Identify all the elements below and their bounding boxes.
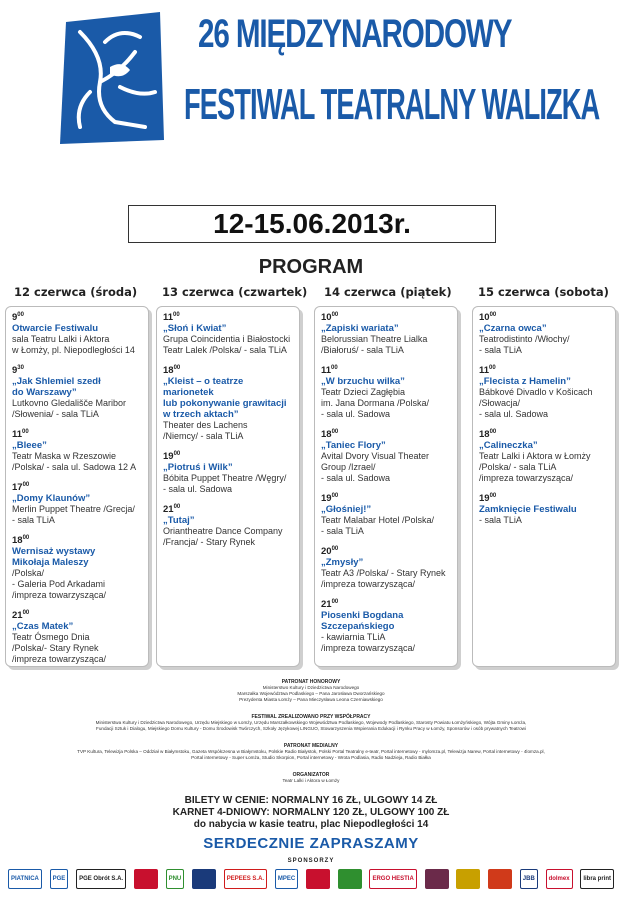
event-time <box>321 312 451 323</box>
event-time <box>479 429 609 440</box>
cooperation <box>0 714 622 732</box>
ticket-location: do nabycia w kasie teatru, plac Niepodległości 14 <box>193 819 429 830</box>
event <box>12 610 142 665</box>
patronat-honorowy-text: Ministerstwo Kultury i Dziedzictwa Narodowego Marszałka Województwa Podlaskiego – Pana Jarosława Dworzańskiego Prezydenta Miasta Łomży – Pana Mieczysława Leona Czerniawskiego <box>237 685 385 702</box>
event-minutes: 00 <box>489 365 496 371</box>
event-details: Teatr Lalki i Aktora w Łomży /Polska/ - sala TLiA /impreza towarzysząca/ <box>479 451 591 483</box>
event-details: /Polska/ - Galeria Pod Arkadami /impreza towarzysząca/ <box>12 568 107 600</box>
event <box>163 451 293 495</box>
festival-title-line1: 26 MIĘDZYNARODOWY <box>198 12 512 56</box>
day-header-1: 12 czerwca (środa) <box>14 285 138 299</box>
event-hour: 18 <box>163 365 174 376</box>
event-time <box>163 312 293 323</box>
shield-logo-icon <box>306 869 330 889</box>
media-patronage <box>0 743 622 761</box>
cooperation-text: Ministerstwa Kultury i Dziedzictwa Narodowego, Urzędu Miejskiego w Łomży, Urzędu Marszałkowskiego Województwa Podlaskiego, Wojewody Podlaskiego, Starosty Powiatu Łomżyńskiego, Wójta Gminy Łomża, Fundacji Sztuk i Dialogu, Miejskiego Domu Kultury - Domu Środowisk Twórczych, Szkoły Językowej LINGUO, Stowarzyszenia Wspierania Edukacji i Rynku Pracy w Łomży, Sponsorów i osób prywatnych Teatrowi <box>95 720 527 731</box>
event-hour: 19 <box>321 493 332 504</box>
event <box>163 312 293 356</box>
event-time <box>479 493 609 504</box>
orange-circle-logo-icon <box>488 869 512 889</box>
dark-logo-icon <box>425 869 449 889</box>
event-details: Bóbita Puppet Theatre /Węgry/ - sala ul. Sadowa <box>163 473 287 494</box>
event-hour: 21 <box>163 504 174 515</box>
event-details: Bábkové Divadlo v Košicach /Słowacja/ - sala ul. Sadowa <box>479 387 593 419</box>
event-title: „Zapiski wariata” <box>321 323 399 334</box>
event-minutes: 00 <box>489 429 497 435</box>
event-title: „Czas Matek” <box>12 621 74 632</box>
event <box>321 429 451 484</box>
sponsor-logo: MPEC <box>275 869 298 889</box>
event-minutes: 00 <box>17 312 24 318</box>
event-details: Grupa Coincidentia i Białostocki Teatr Lalek /Polska/ - sala TLiA <box>163 334 291 355</box>
event-hour: 10 <box>479 312 490 323</box>
event-title: „Kleist – o teatrze marionetek lub pokonywanie grawitacji w trzech aktach” <box>163 376 287 420</box>
event-minutes: 00 <box>331 365 338 371</box>
event-time <box>321 546 451 557</box>
event-title: Zamknięcie Festiwalu <box>479 504 577 515</box>
event-details: Belorussian Theatre Lialka /Białoruś/ - sala TLiA <box>321 334 428 355</box>
event-minutes: 00 <box>331 312 339 318</box>
event-title: „Flecista z Hamelin” <box>479 376 571 387</box>
event-hour: 9 <box>12 312 18 323</box>
event-time <box>12 429 142 440</box>
event-details: Teatr Dzieci Zagłębia im. Jana Dormana /Polska/ - sala ul. Sadowa <box>321 387 430 419</box>
event-minutes: 00 <box>331 599 339 605</box>
event-minutes: 00 <box>489 312 497 318</box>
pass-price: KARNET 4-DNIOWY: NORMALNY 120 ZŁ, ULGOWY 100 ZŁ <box>172 807 450 818</box>
sponsor-logo: ERGO HESTIA <box>369 869 416 889</box>
event-title: „Domy Klaunów” <box>12 493 91 504</box>
event-time <box>12 535 142 546</box>
mcdonalds-logo-icon <box>456 869 480 889</box>
event-hour: 17 <box>12 482 23 493</box>
sponsor-logo: dolmex <box>546 869 573 889</box>
event <box>479 493 609 526</box>
event-details: Lutkovno Gledališče Maribor /Słowenia/ - sala TLiA <box>12 398 127 419</box>
event <box>12 365 142 420</box>
event-hour: 19 <box>163 451 174 462</box>
event-title: „Jak Shlemiel szedł do Warszawy” <box>12 376 101 398</box>
day-column-1 <box>5 306 149 667</box>
event-title: „Tutaj” <box>163 515 195 526</box>
event-details: Merlin Puppet Theatre /Grecja/ - sala TLiA <box>12 504 135 525</box>
event-time <box>12 365 142 376</box>
event <box>321 493 451 537</box>
sponsor-logo: PGE <box>50 869 69 889</box>
event <box>479 429 609 484</box>
event-hour: 19 <box>479 493 490 504</box>
event-title: „Bleee” <box>12 440 47 451</box>
event-time <box>321 493 451 504</box>
day-column-2 <box>156 306 300 667</box>
organizer-text: Teatr Lalki i Aktora w Łomży <box>282 778 340 783</box>
event <box>163 365 293 442</box>
day-header-2: 13 czerwca (czwartek) <box>162 285 308 299</box>
sponsor-logo: PIATNICA <box>8 869 42 889</box>
event-hour: 11 <box>321 365 332 376</box>
event-time <box>479 312 609 323</box>
program-heading: PROGRAM <box>258 256 364 278</box>
event-time <box>12 482 142 493</box>
event-time <box>321 365 451 376</box>
event-time <box>479 365 609 376</box>
greeting: SERDECZNIE ZAPRASZAMY <box>203 835 419 852</box>
event-details: Teatr Maska w Rzeszowie /Polska/ - sala ul. Sadowa 12 A <box>12 451 137 472</box>
event-hour: 11 <box>163 312 174 323</box>
event-time <box>163 451 293 462</box>
event-minutes: 00 <box>173 365 181 371</box>
event-time <box>12 610 142 621</box>
sponsor-logo: libra print <box>580 869 614 889</box>
event-details: Teatr Malabar Hotel /Polska/ - sala TLiA <box>321 515 435 536</box>
red-square-logo-icon <box>134 869 158 889</box>
event <box>479 312 609 356</box>
event-minutes: 00 <box>331 493 339 499</box>
event-details: Teatr Ósmego Dnia /Polska/- Stary Rynek /impreza towarzysząca/ <box>12 632 107 664</box>
event-details: sala Teatru Lalki i Aktora w Łomży, pl. Niepodległości 14 <box>12 334 135 355</box>
day-header-3: 14 czerwca (piątek) <box>324 285 452 299</box>
event-hour: 20 <box>321 546 332 557</box>
event-title: Otwarcie Festiwalu <box>12 323 99 334</box>
event-hour: 11 <box>479 365 490 376</box>
event-minutes: 00 <box>173 451 181 457</box>
event-title: „Calineczka” <box>479 440 538 451</box>
day-column-4 <box>472 306 616 667</box>
cooperation-heading: FESTIWAL ZREALIZOWANO PRZY WSPÓŁPRACY <box>251 714 371 720</box>
event <box>163 504 293 548</box>
event-details: - kawiarnia TLiA /impreza towarzysząca/ <box>321 632 416 653</box>
event-minutes: 00 <box>173 312 180 318</box>
event-time <box>321 599 451 610</box>
event-minutes: 00 <box>489 493 497 499</box>
event <box>321 546 451 590</box>
sponsors-heading: SPONSORZY <box>287 858 335 864</box>
event <box>321 599 451 654</box>
event-details: - sala TLiA <box>479 515 522 525</box>
event-hour: 18 <box>12 535 23 546</box>
day-column-3 <box>314 306 458 667</box>
event-title: Wernisaż wystawy Mikołaja Maleszy <box>12 546 96 568</box>
event <box>321 312 451 356</box>
patronat-honorowy <box>0 679 622 703</box>
festival-dates: 12-15.06.2013r. <box>128 205 496 243</box>
event-title: „W brzuchu wilka” <box>321 376 405 387</box>
event-title: „Piotruś i Wilk” <box>163 462 233 473</box>
event-title: „Głośniej!” <box>321 504 372 515</box>
event-minutes: 00 <box>22 429 29 435</box>
event-hour: 18 <box>321 429 332 440</box>
walizka-festival-logo-icon <box>60 12 165 144</box>
event-details: Avital Dvory Visual Theater Group /Izrael/ - sala ul. Sadowa <box>321 451 430 483</box>
event-minutes: 00 <box>22 535 30 541</box>
event-details: Teatr A3 /Polska/ - Stary Rynek /impreza towarzysząca/ <box>321 568 446 589</box>
bank-logo-icon <box>192 869 216 889</box>
sponsor-logo: PNU <box>166 869 185 889</box>
event-minutes: 00 <box>22 610 30 616</box>
sponsor-logo: JBB <box>520 869 538 889</box>
event-hour: 11 <box>12 429 23 440</box>
event <box>479 365 609 420</box>
event-time <box>321 429 451 440</box>
event-details: Oriantheatre Dance Company /Francja/ - Stary Rynek <box>163 526 283 547</box>
festival-title-line2: FESTIWAL TEATRALNY WALIZKA <box>184 80 600 129</box>
event <box>321 365 451 420</box>
event-minutes: 00 <box>173 504 181 510</box>
event-minutes: 00 <box>331 429 339 435</box>
organizer-heading: ORGANIZATOR <box>292 772 330 778</box>
green-circle-logo-icon <box>338 869 362 889</box>
media-patronage-text: TVP Kultura, Telewizja Polska – Oddział w Białymstoku, Gazeta Współczesna w Białymstoku, Polskie Radio Białystok, Polski Portal Teatralny e-teatr, Portal internetowy - mylomza.pl, Telewizja Narew, Portal internetowy - 4lomza.pl, Portal internetowy - Super Łomża, Studio Skorpion, Portal internetowy - Wrota Podlasia, Radio Nadzieja, Radio Białka <box>77 749 545 760</box>
event-minutes: 30 <box>17 365 24 371</box>
event-hour: 21 <box>321 599 332 610</box>
event-hour: 21 <box>12 610 23 621</box>
event <box>12 482 142 526</box>
event-time <box>163 365 293 376</box>
event-time <box>12 312 142 323</box>
event-minutes: 00 <box>331 546 339 552</box>
event-minutes: 00 <box>22 482 30 488</box>
sponsor-logos <box>8 867 614 891</box>
event <box>12 535 142 601</box>
event-title: „Słoń i Kwiat” <box>163 323 227 334</box>
day-header-4: 15 czerwca (sobota) <box>478 285 609 299</box>
patronat-honorowy-heading: PATRONAT HONOROWY <box>281 679 341 685</box>
media-patronage-heading: PATRONAT MEDIALNY <box>283 743 339 749</box>
event-hour: 9 <box>12 365 18 376</box>
event <box>12 312 142 356</box>
organizer <box>0 772 622 784</box>
event-details: Theater des Lachens /Niemcy/ - sala TLiA <box>163 420 248 441</box>
event <box>12 429 142 473</box>
sponsor-logo: PEPEES S.A. <box>224 869 267 889</box>
ticket-price: BILETY W CENIE: NORMALNY 16 ZŁ, ULGOWY 14 ZŁ <box>184 795 438 806</box>
event-details: Teatrodistinto /Włochy/ - sala TLiA <box>479 334 570 355</box>
sponsor-logo: PGE Obrót S.A. <box>76 869 126 889</box>
ticket-info <box>0 795 622 831</box>
event-hour: 10 <box>321 312 332 323</box>
event-time <box>163 504 293 515</box>
event-title: Piosenki Bogdana Szczepańskiego <box>321 610 404 632</box>
event-title: „Taniec Flory” <box>321 440 386 451</box>
event-title: „Czarna owca” <box>479 323 547 334</box>
event-title: „Zmysły” <box>321 557 364 568</box>
event-hour: 18 <box>479 429 490 440</box>
